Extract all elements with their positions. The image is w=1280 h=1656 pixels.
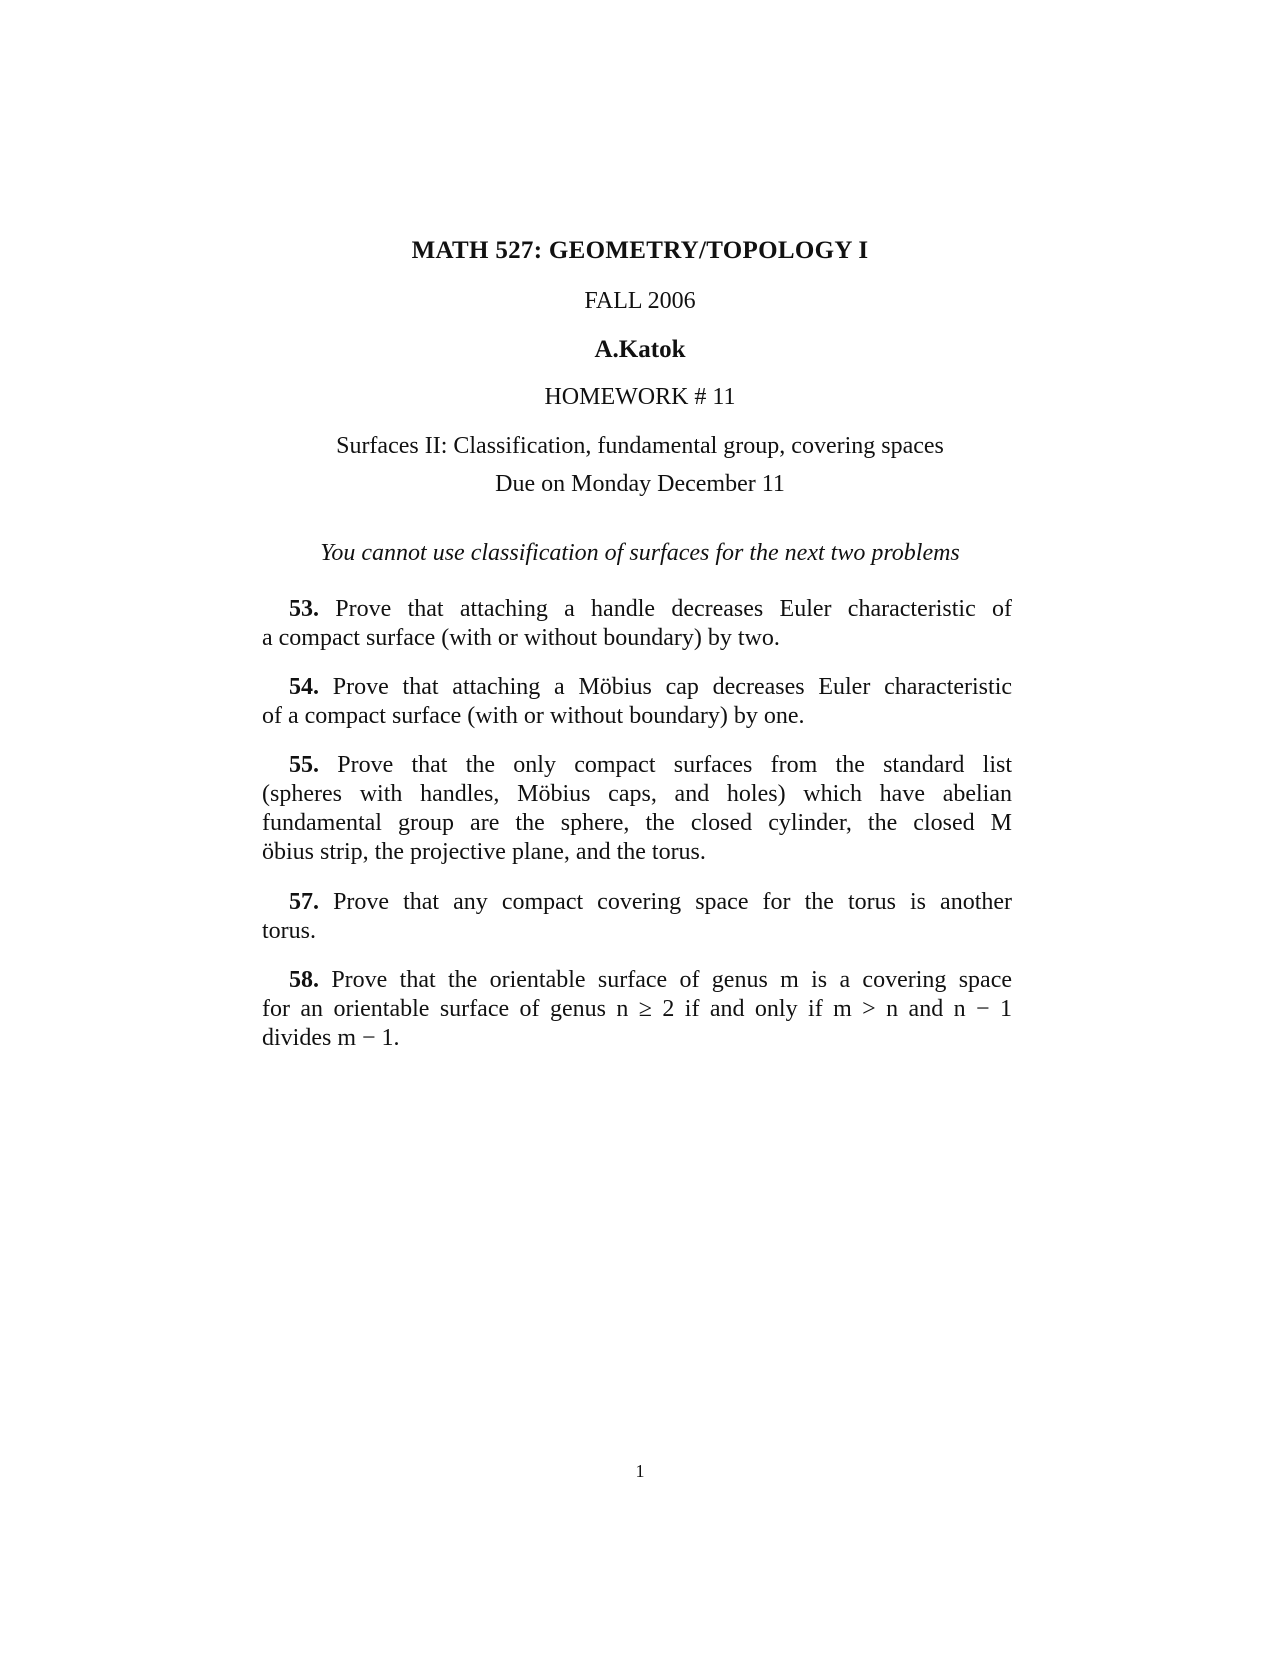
instruction-note: You cannot use classification of surfaces for the next two problems [320,540,960,566]
problem-number: 53. [289,596,319,622]
problem-line: (spheres with handles, Möbius caps, and holes) which have abelian [262,781,1012,807]
problem-text: Prove that the only compact surfaces from the standard list [337,752,1012,778]
problem-line [262,888,1012,917]
problem-line [262,595,1012,624]
homework-topic: Surfaces II: Classification, fundamental group, covering spaces [336,433,944,459]
problem-line: of a compact surface (with or without boundary) by one. [262,703,805,729]
instructor: A.Katok [594,336,686,363]
problem-line: a compact surface (with or without boundary) by two. [262,625,780,651]
problem-line: öbius strip, the projective plane, and the torus. [262,839,706,865]
problem-text: Prove that attaching a Möbius cap decreases Euler characteristic [332,674,1013,700]
page-number: 1 [635,1461,645,1481]
problem-number: 54. [289,674,319,700]
problem-57 [262,888,1012,946]
problem-text: Prove that any compact covering space for the torus is another [333,889,1013,915]
problem-55 [262,751,1012,867]
problem-58 [262,966,1012,1053]
problem-line: torus. [262,918,316,944]
problem-53 [262,595,1012,653]
problem-line [262,966,1012,995]
problem-text: Prove that attaching a handle decreases Euler characteristic of [335,596,1013,622]
term: FALL 2006 [584,288,696,314]
problem-line: fundamental group are the sphere, the closed cylinder, the closed M [262,810,1012,836]
course-title: MATH 527: GEOMETRY/TOPOLOGY I [411,237,869,264]
problem-number: 57. [289,889,319,915]
problem-text: Prove that the orientable surface of genus m is a covering space [331,967,1013,993]
problem-line [262,673,1012,702]
problem-line: for an orientable surface of genus n ≥ 2 if and only if m > n and n − 1 [262,996,1012,1022]
problem-line: divides m − 1. [262,1025,400,1051]
problem-line [262,751,1012,780]
problem-54 [262,673,1012,731]
problem-number: 55. [289,752,319,778]
problem-number: 58. [289,967,319,993]
homework-number: HOMEWORK # 11 [544,384,736,410]
due-date: Due on Monday December 11 [495,471,785,497]
